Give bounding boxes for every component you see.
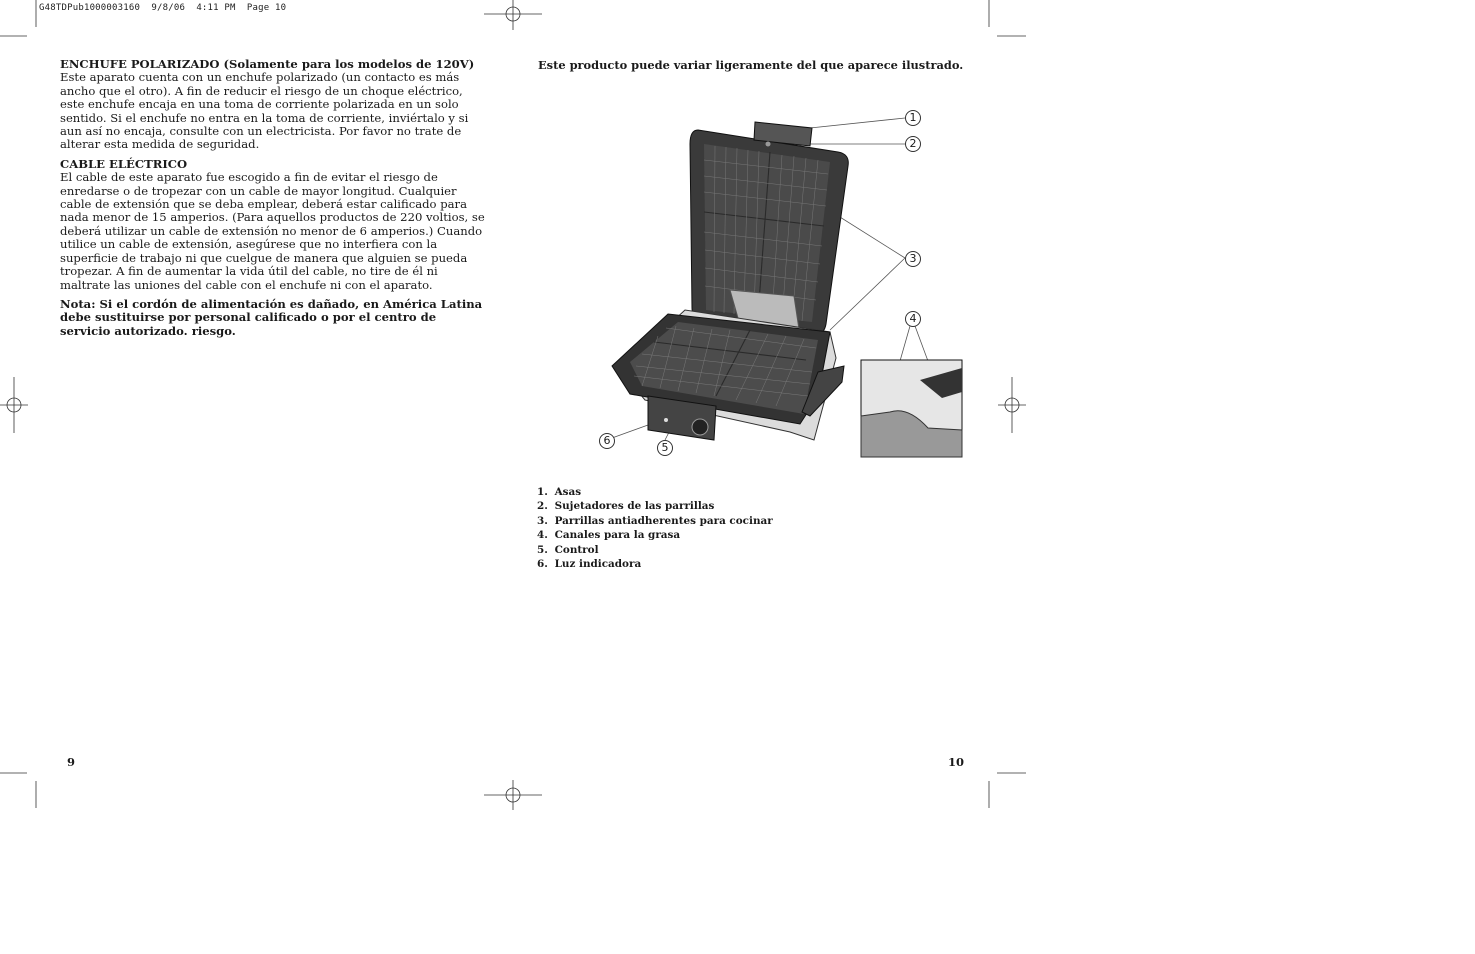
left-column: [60, 58, 490, 344]
cord-heading: CABLE ELÉCTRICO: [60, 156, 188, 171]
callout-2: 2: [905, 136, 921, 152]
page-number-right: 10: [948, 755, 965, 769]
legend-item: 5. Control: [537, 543, 599, 556]
parts-legend: [537, 485, 773, 571]
page-number-left: 9: [67, 755, 76, 769]
polarized-plug-heading: ENCHUFE POLARIZADO (Solamente para los modelos de 120V): [60, 57, 475, 71]
callout-6: 6: [599, 433, 615, 449]
print-slug: G48TDPub1000003160 9/8/06 4:11 PM Page 10: [39, 3, 287, 13]
callout-4: 4: [905, 311, 921, 327]
legend-item: 2. Sujetadores de las parrillas: [537, 500, 715, 513]
polarized-plug-text: Este aparato cuenta con un enchufe polarizado (un contacto es más ancho que el otro). A fin de reducir el riesgo de un choque eléctrico, este enchufe encaja en una toma de corriente polarizada en un solo sentido. Si el enchufe no entra en la toma de corriente, inviértalo y si aun así no encaja, consulte con un electricista. Por favor no trate de alterar esta medida de seguridad.: [60, 70, 469, 152]
cord-text: El cable de este aparato fue escogido a fin de evitar el riesgo de enredarse o de tropezar con un cable de mayor longitud. Cualquier cable de extensión que se deba emplear, deberá estar calificado para nada menor de 15 amperios. (Para aquellos productos de 220 voltios, se deberá utilizar un cable de extensión no menor de 6 amperios.) Cuando utilice un cable de extensión, asegúrese que no interfiera con la superficie de trabajo ni que cuelgue de manera que alguien se pueda tropezar. A fin de aumentar la vida útil del cable, no tire de él ni maltrate las uniones del cable con el enchufe ni con el aparato.: [60, 170, 485, 292]
grease-channel-inset: [861, 360, 962, 457]
callout-1: 1: [905, 110, 921, 126]
waffle-maker-illustration: [590, 100, 980, 470]
legend-item: 4. Canales para la grasa: [537, 529, 681, 542]
callout-5: 5: [657, 440, 673, 456]
latam-note: Nota: Si el cordón de alimentación es dañado, en América Latina debe sustituirse por personal calificado o por el centro de servicio autorizado. riesgo.: [60, 296, 483, 338]
legend-item: 6. Luz indicadora: [537, 558, 642, 571]
base-grid: [612, 310, 844, 440]
legend-item: 1. Asas: [537, 486, 582, 498]
legend-item: 3. Parrillas antiadherentes para cocinar: [537, 514, 773, 527]
callout-3: 3: [905, 251, 921, 267]
product-variation-note: Este producto puede variar ligeramente del que aparece ilustrado.: [538, 58, 964, 72]
